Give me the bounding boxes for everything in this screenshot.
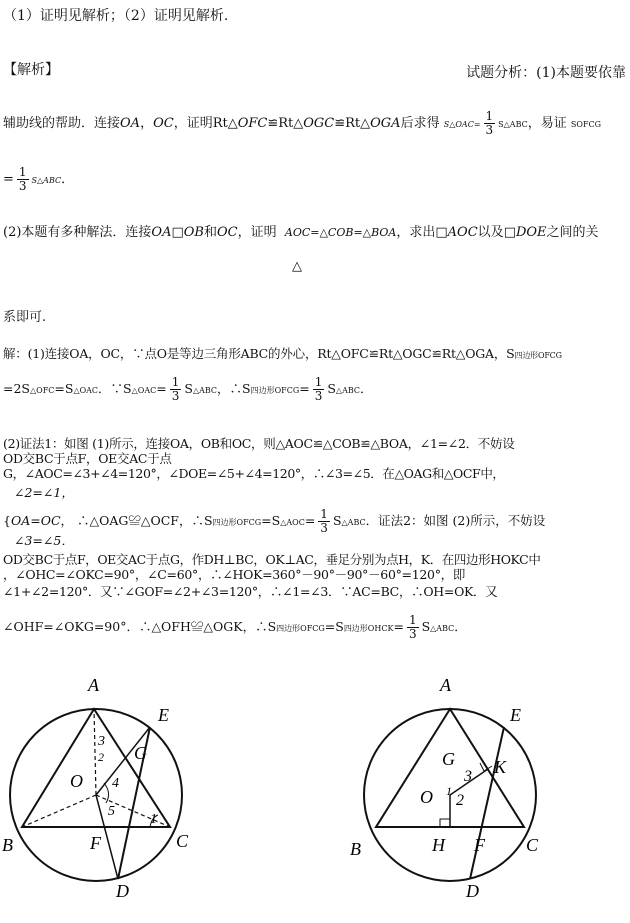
- text-run: S: [332, 513, 342, 528]
- solution-2-line-5: ∠3=∠5．: [14, 533, 74, 548]
- fig2-label-o: O: [420, 787, 433, 807]
- fig2-num-1: 1: [446, 784, 452, 798]
- fig1-num-1: 1: [150, 812, 157, 827]
- solution-2-line-3: G，∠AOC=∠3+∠4=120°，∠DOE=∠5+∠4=120°，∴∠3=∠5．在△OAG和△OCF中，: [3, 466, 505, 481]
- text-run: =: [3, 172, 14, 187]
- text-run: □DOE: [503, 225, 547, 240]
- fig2-label-a: A: [440, 675, 451, 695]
- text-run: ，求出: [396, 225, 436, 240]
- subscript: 四边形OHCK: [343, 624, 394, 633]
- text-run: S△ABC: [31, 176, 62, 185]
- text-run: =: [393, 619, 404, 634]
- fig1-label-a: A: [88, 675, 99, 695]
- fraction: [318, 508, 330, 535]
- text-run: SOFCG: [570, 120, 601, 129]
- fig1-num-4: 4: [112, 776, 119, 791]
- fig1-num-2: 2: [98, 750, 104, 764]
- fraction-num: 1: [408, 613, 417, 627]
- fraction-num: 1: [320, 507, 328, 521]
- text-run: ．: [454, 619, 467, 634]
- fraction: [484, 110, 496, 137]
- fig1-angle-arc: [104, 783, 109, 803]
- text-run: S△OAC=: [443, 120, 481, 129]
- solution-2-line-9: [3, 614, 467, 641]
- text-run: =S: [54, 381, 74, 396]
- text-run: 解：(1)连接OA，OC，∵点O是等边三角形ABC的外心，Rt△OFC≌Rt△OGC≌Rt△OGA，S: [3, 346, 515, 361]
- text-run: ≌Rt△: [334, 116, 371, 131]
- fig1-num-5: 5: [108, 804, 115, 819]
- text-run: 之间的关: [546, 225, 599, 240]
- subscript: △AOC: [280, 518, 305, 527]
- text-run: =S: [324, 619, 344, 634]
- fig1-label-g: G: [134, 743, 147, 763]
- fraction-num: 1: [18, 165, 27, 179]
- fig1-label-e: E: [158, 705, 169, 725]
- text-run: OA□OB: [151, 225, 204, 240]
- fig1-line-oa: [94, 709, 96, 795]
- text-run: 辅助线的帮助．连接: [3, 116, 121, 131]
- analysis-line-4: 系即可.: [3, 310, 47, 325]
- solution-2-line-8: ∠1+∠2=120°．又∵∠GOF=∠2+∠3=120°，∴∠1=∠3．∵AC=BC，∴OH=OK．又: [3, 584, 498, 599]
- fig2-right-angle-h: [440, 819, 450, 827]
- fig1-label-c: C: [176, 831, 189, 851]
- text-run: ．证法2：如图 (2)所示，不妨设: [365, 513, 546, 528]
- solution-1-line-2: [3, 376, 373, 403]
- fig1-label-b: B: [2, 835, 13, 855]
- analysis-line-3: [3, 225, 599, 241]
- text-run: ≌Rt△: [267, 116, 304, 131]
- fraction-den: 3: [314, 389, 323, 403]
- subscript: △OAC: [131, 386, 157, 395]
- fraction-den: 3: [171, 389, 180, 403]
- text-run: S: [421, 619, 431, 634]
- fraction-den: 3: [485, 123, 494, 137]
- text-run: ，: [140, 116, 154, 131]
- fig2-num-3: 3: [464, 768, 472, 785]
- solution-1-line-1: [3, 346, 562, 364]
- fraction-den: 3: [320, 521, 328, 535]
- subscript: △OAC: [73, 386, 99, 395]
- subscript: △OFC: [30, 386, 55, 395]
- subscript: 四边形OFCG: [212, 518, 262, 527]
- fraction: [17, 166, 29, 193]
- fig2-label-e: E: [510, 705, 521, 725]
- text-run: =: [299, 381, 310, 396]
- triangle-symbol: △: [292, 259, 302, 274]
- fraction-den: 3: [408, 627, 417, 641]
- subscript: △ABC: [341, 518, 366, 527]
- text-run: AOC=△COB=△BOA: [284, 226, 397, 239]
- subscript: 四边形OFCG: [250, 386, 300, 395]
- text-run: ，证明: [237, 225, 277, 240]
- subscript: △ABC: [192, 386, 218, 395]
- text-run: =: [156, 381, 167, 396]
- solution-2-line-1: (2)证法1：如图 (1)所示，连接OA，OB和OC，则△AOC≌△COB≌△BOA，∠1=∠2．不妨设: [3, 436, 515, 451]
- text-run: ．∵S: [98, 381, 132, 396]
- fraction: [313, 376, 325, 403]
- solution-2-line-3b: ∠2=∠1，: [14, 485, 74, 500]
- jiexi-label: 【解析】: [3, 62, 59, 78]
- text-run: ，∴S: [217, 381, 251, 396]
- text-run: ．: [61, 172, 75, 187]
- subscript: △ABC: [335, 386, 360, 395]
- text-run: {: [3, 513, 11, 528]
- text-run: ， ∴△OAG≌△OCF，∴S: [60, 513, 213, 528]
- fig2-label-k: K: [494, 757, 507, 777]
- fig2-num-2: 2: [456, 792, 464, 809]
- fig2-label-g: G: [442, 749, 455, 769]
- text-run: OC: [153, 116, 174, 131]
- fig2-label-b: B: [350, 839, 361, 859]
- analysis-line-2: [3, 166, 74, 193]
- text-run: S: [327, 381, 336, 396]
- text-run: 以及: [477, 225, 504, 240]
- solution-2-line-4: [3, 508, 545, 535]
- text-run: □AOC: [435, 225, 478, 240]
- fraction-den: 3: [18, 179, 27, 193]
- fraction-num: 1: [314, 375, 323, 389]
- fig2-label-h: H: [432, 835, 445, 855]
- text-run: OA=OC: [10, 513, 61, 528]
- text-run: ，易证: [527, 116, 567, 131]
- fraction-num: 1: [171, 375, 180, 389]
- solution-2-line-2: OD交BC于点F，OE交AC于点: [3, 451, 172, 466]
- answer-line: （1）证明见解析；（2）证明见解析.: [3, 8, 229, 24]
- fig1-label-f: F: [90, 833, 101, 853]
- fig2-label-c: C: [526, 835, 539, 855]
- fig1-num-3: 3: [98, 734, 105, 749]
- fraction: [407, 614, 419, 641]
- text-run: ∠OHF=∠OKG=90°．∴△OFH≌△OGK，∴S: [3, 619, 277, 634]
- subscript: 四边形OFCG: [514, 351, 562, 360]
- solution-2-line-6: OD交BC于点F，OE交AC于点G，作DH⊥BC，OK⊥AC，垂足分别为点H，K．在四边形HOKC中: [3, 552, 541, 567]
- fig1-label-d: D: [116, 881, 129, 901]
- solution-2-line-7: ，∠OHC=∠OKC=90°，∠C=60°，∴∠HOK=360°－90°－90°－60°=120°，即: [3, 567, 466, 582]
- figure-2: [340, 665, 560, 915]
- text-run: ，证明Rt△: [173, 116, 238, 131]
- fig1-label-o: O: [70, 771, 83, 791]
- text-run: OFC: [237, 116, 268, 131]
- text-run: S△ABC: [498, 120, 528, 129]
- figure-1: [0, 665, 210, 915]
- fraction-num: 1: [485, 109, 494, 123]
- fig2-label-d: D: [466, 881, 479, 901]
- fig1-line-ob: [22, 795, 96, 827]
- text-run: =: [304, 513, 316, 528]
- subscript: 四边形OFCG: [276, 624, 325, 633]
- fraction: [170, 376, 182, 403]
- text-run: 后求得: [400, 116, 440, 131]
- text-run: (2)本题有多种解法．连接: [3, 225, 152, 240]
- analysis-header: 试题分析：(1)本题要依靠: [466, 65, 626, 81]
- text-run: OGC: [303, 116, 335, 131]
- text-run: 和: [203, 225, 217, 240]
- text-run: OGA: [370, 116, 401, 131]
- text-run: =2S: [3, 381, 30, 396]
- text-run: ．: [360, 381, 373, 396]
- text-run: OC: [216, 225, 238, 240]
- subscript: △ABC: [430, 624, 455, 633]
- text-run: =S: [261, 513, 281, 528]
- fig2-label-f: F: [474, 835, 485, 855]
- text-run: OA: [120, 116, 141, 131]
- analysis-line-1: [3, 110, 601, 137]
- text-run: S: [184, 381, 193, 396]
